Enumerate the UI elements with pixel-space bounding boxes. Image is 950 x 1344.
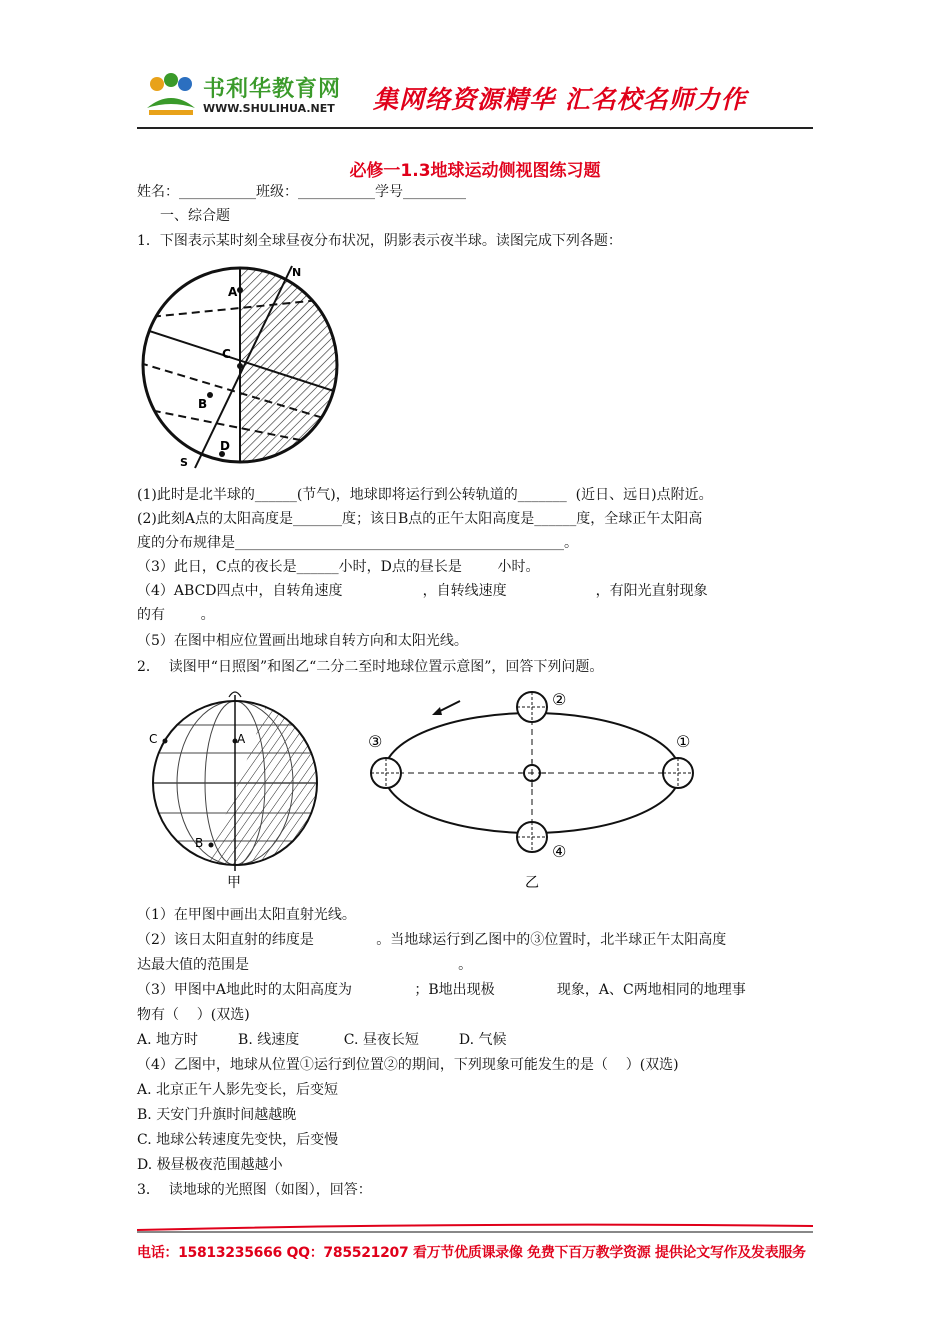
q1-part4a: （4）ABCD四点中，自转角速度 ，自转线速度 ，有阳光直射现象 xyxy=(137,583,708,599)
footer-divider xyxy=(137,1222,813,1234)
q1-part3: （3）此日，C点的夜长是______小时，D点的昼长是 小时。 xyxy=(137,559,540,575)
label-n: N xyxy=(292,266,302,279)
label-c: C xyxy=(222,347,231,361)
label-b: B xyxy=(198,397,208,411)
header xyxy=(137,60,813,130)
q1-part2a: (2)此刻A点的太阳高度是_______度；该日B点的正午太阳高度是______度，全球正午太阳高 xyxy=(137,511,703,527)
pos-label-2: ② xyxy=(552,690,567,709)
q2-part1: （1）在甲图中画出太阳直射光线。 xyxy=(137,907,356,923)
q1-part2b: 度的分布规律是_______________________________________________。 xyxy=(137,535,578,551)
q1-part5: （5）在图中相应位置画出地球自转方向和太阳光线。 xyxy=(137,633,468,649)
label-d: D xyxy=(220,439,230,453)
q2-figure-a xyxy=(145,685,335,895)
fig-a-label-c: C xyxy=(149,732,158,746)
q2-part2a: （2）该日太阳直射的纬度是 。当地球运行到乙图中的③位置时，北半球正午太阳高度 xyxy=(137,932,727,948)
q2-option-b: B. 天安门升旗时间越越晚 xyxy=(137,1107,297,1123)
q1-part1: (1)此时是北半球的______(节气)，地球即将运行到公转轨道的_______ (近日、远日)点附近。 xyxy=(137,487,713,503)
student-info: 姓名：___________班级：___________学号_________ xyxy=(137,184,466,200)
page-title: 必修一1.3地球运动侧视图练习题 xyxy=(349,161,601,181)
fig-a-label-a: A xyxy=(237,732,246,746)
pos-label-3: ③ xyxy=(368,732,383,751)
q2-part3a: （3）甲图中A地此时的太阳高度为 ；B地出现极 现象，A、C两地相同的地理事 xyxy=(137,982,746,998)
q1-part4b: 的有 。 xyxy=(137,607,215,623)
label-s: S xyxy=(180,456,188,469)
q2-part4: （4）乙图中，地球从位置①运行到位置②的期间，下列现象可能发生的是（ ）(双选) xyxy=(137,1057,679,1073)
logo-url: WWW.SHULIHUA.NET xyxy=(203,102,335,115)
q2-stem: 2． 读图甲“日照图”和图乙“二分二至时地球位置示意图”，回答下列问题。 xyxy=(137,659,604,675)
q2-part3-options: A. 地方时 B. 线速度 C. 昼夜长短 D. 气候 xyxy=(137,1032,507,1048)
q2-option-d: D. 极昼极夜范围越越小 xyxy=(137,1157,283,1173)
q3-stem: 3． 读地球的光照图（如图），回答： xyxy=(137,1182,372,1198)
slogan: 集网络资源精华 汇名校名师力作 xyxy=(373,85,747,114)
header-divider xyxy=(137,127,813,129)
q1-stem: 1．下图表示某时刻全球昼夜分布状况，阴影表示夜半球。读图完成下列各题： xyxy=(137,233,622,249)
logo-icon xyxy=(143,70,199,120)
fig-a-label-b: B xyxy=(195,836,204,850)
fig-a-caption: 甲 xyxy=(227,875,241,891)
pos-label-1: ① xyxy=(676,732,691,751)
q1-figure xyxy=(140,258,340,473)
q2-option-c: C. 地球公转速度先变快，后变慢 xyxy=(137,1132,339,1148)
q2-option-a: A. 北京正午人影先变长，后变短 xyxy=(137,1082,339,1098)
section-heading: 一、综合题 xyxy=(160,208,230,224)
logo-name: 书利华教育网 xyxy=(203,77,342,102)
q2-part3b: 物有（ ）(双选) xyxy=(137,1007,250,1023)
q2-figure-b xyxy=(360,685,705,895)
label-a: A xyxy=(228,285,238,299)
q2-part2b: 达最大值的范围是 。 xyxy=(137,957,473,973)
pos-label-4: ④ xyxy=(552,842,567,861)
footer-contact: 电话：15813235666 QQ：785521207 看万节优质课录像 免费下百万教学资源 提供论文写作及发表服务 xyxy=(137,1245,806,1261)
fig-b-caption: 乙 xyxy=(525,875,539,891)
